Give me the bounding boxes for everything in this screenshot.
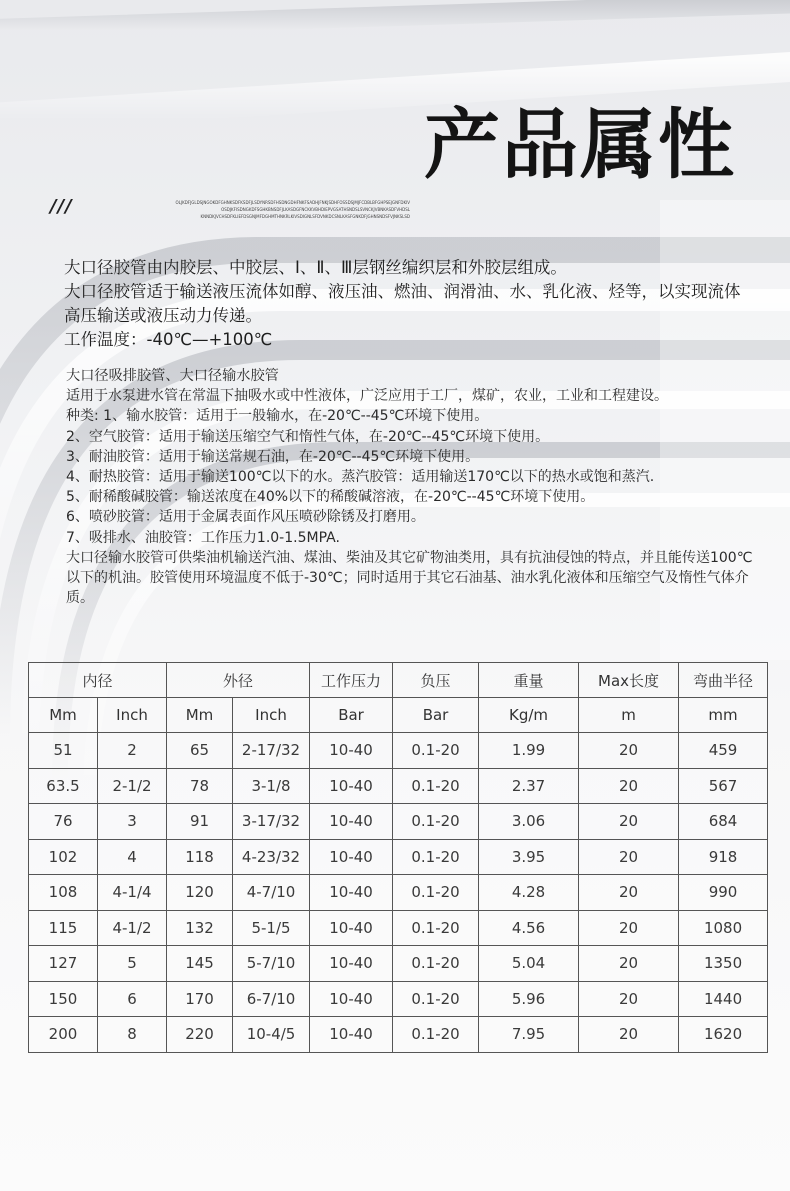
details-subtitle: 大口径吸排胶管、大口径输水胶管 xyxy=(66,368,279,384)
unit-header: Kg/m xyxy=(479,698,579,733)
table-row xyxy=(29,839,768,875)
table-cell: 120 xyxy=(167,875,233,911)
table-cell: 78 xyxy=(167,768,233,804)
table-cell: 150 xyxy=(29,981,98,1017)
table-cell: 145 xyxy=(167,946,233,982)
table-cell: 8 xyxy=(98,1017,167,1053)
header-inner-diameter: 内径 xyxy=(29,663,167,698)
table-cell: 20 xyxy=(579,804,679,840)
table-cell: 20 xyxy=(579,768,679,804)
table-cell: 3.06 xyxy=(479,804,579,840)
table-row xyxy=(29,981,768,1017)
table-cell: 4-23/32 xyxy=(233,839,310,875)
table-cell: 1620 xyxy=(679,1017,768,1053)
table-cell: 91 xyxy=(167,804,233,840)
table-cell: 5.04 xyxy=(479,946,579,982)
table-cell: 5 xyxy=(98,946,167,982)
type-item: 3、耐油胶管：适用于输送常规石油，在-20℃--45℃环境下使用。 xyxy=(66,448,480,465)
table-cell: 20 xyxy=(579,839,679,875)
working-temperature: 工作温度：-40℃—+100℃ xyxy=(64,330,273,349)
table-cell: 0.1-20 xyxy=(393,981,479,1017)
table-cell: 2-1/2 xyxy=(98,768,167,804)
table-cell: 1440 xyxy=(679,981,768,1017)
table-cell: 3.95 xyxy=(479,839,579,875)
unit-header: Bar xyxy=(393,698,479,733)
table-cell: 115 xyxy=(29,910,98,946)
spec-table xyxy=(28,662,768,1053)
table-unit-header-row xyxy=(29,698,768,733)
intro-line: 大口径胶管由内胶层、中胶层、Ⅰ、Ⅱ、Ⅲ层钢丝编织层和外胶层组成。 xyxy=(64,258,567,277)
table-cell: 0.1-20 xyxy=(393,733,479,769)
table-cell: 0.1-20 xyxy=(393,875,479,911)
table-cell: 132 xyxy=(167,910,233,946)
table-cell: 0.1-20 xyxy=(393,768,479,804)
table-cell: 10-40 xyxy=(310,910,393,946)
tiny-line: OLJKDFJGLDSJNGOKDFGHNKSDFKSDFJLSDYNRSDFHSDNGDHFNKFSADHJFNKJSDHFOSSDSJMJFCDBLBFGHPSEJGNFDKIV xyxy=(175,200,410,205)
header-weight: 重量 xyxy=(479,663,579,698)
table-cell: 918 xyxy=(679,839,768,875)
unit-header: m xyxy=(579,698,679,733)
table-cell: 20 xyxy=(579,946,679,982)
table-cell: 0.1-20 xyxy=(393,804,479,840)
unit-header: mm xyxy=(679,698,768,733)
table-cell: 1080 xyxy=(679,910,768,946)
header-working-pressure: 工作压力 xyxy=(310,663,393,698)
table-cell: 0.1-20 xyxy=(393,946,479,982)
table-row xyxy=(29,910,768,946)
usage-text: 适用于水泵进水管在常温下抽吸水或中性液体，广泛应用于工厂，煤矿，农业，工业和工程建设。 xyxy=(66,388,668,405)
table-cell: 7.95 xyxy=(479,1017,579,1053)
table-row xyxy=(29,768,768,804)
table-cell: 0.1-20 xyxy=(393,910,479,946)
table-cell: 10-40 xyxy=(310,1017,393,1053)
table-row xyxy=(29,946,768,982)
table-cell: 5-7/10 xyxy=(233,946,310,982)
table-row xyxy=(29,733,768,769)
details-section xyxy=(66,366,756,608)
type-item: 7、吸排水、油胶管：工作压力1.0-1.5MPA. xyxy=(66,529,340,546)
table-cell: 102 xyxy=(29,839,98,875)
table-cell: 0.1-20 xyxy=(393,839,479,875)
header-vacuum: 负压 xyxy=(393,663,479,698)
unit-header: Bar xyxy=(310,698,393,733)
table-cell: 170 xyxy=(167,981,233,1017)
table-cell: 567 xyxy=(679,768,768,804)
table-cell: 4-1/4 xyxy=(98,875,167,911)
table-cell: 3-17/32 xyxy=(233,804,310,840)
table-cell: 6-7/10 xyxy=(233,981,310,1017)
table-cell: 990 xyxy=(679,875,768,911)
table-cell: 2.37 xyxy=(479,768,579,804)
intro-line: 大口径胶管适于输送液压流体如醇、液压油、燃油、润滑油、水、乳化液、烃等，以实现流体高压输送或液压动力传递。 xyxy=(64,282,741,325)
unit-header: Mm xyxy=(29,698,98,733)
table-cell: 10-4/5 xyxy=(233,1017,310,1053)
tiny-line: OSDJKFISDNGKDFSGHKBNSDFJLKASDGFNCKKVBHDIEPVGSATHSNDSLSVNCKJVBNKASDFVHDSL xyxy=(221,207,410,212)
table-group-header-row xyxy=(29,663,768,698)
type-item: 5、耐稀酸碱胶管：输送浓度在40%以下的稀酸碱溶液，在-20℃--45℃环境下使用。 xyxy=(66,489,595,506)
page-title: 产品属性 xyxy=(424,100,736,189)
table-cell: 3-1/8 xyxy=(233,768,310,804)
table-cell: 10-40 xyxy=(310,733,393,769)
type-item: 6、喷砂胶管：适用于金属表面作风压喷砂除锈及打磨用。 xyxy=(66,509,425,526)
table-cell: 76 xyxy=(29,804,98,840)
table-cell: 2 xyxy=(98,733,167,769)
table-cell: 684 xyxy=(679,804,768,840)
type-item: 种类: 1、输水胶管：适用于一般输水，在-20℃--45℃环境下使用。 xyxy=(66,408,489,425)
header-bend-radius: 弯曲半径 xyxy=(679,663,768,698)
table-cell: 10-40 xyxy=(310,804,393,840)
table-cell: 4 xyxy=(98,839,167,875)
table-cell: 118 xyxy=(167,839,233,875)
table-cell: 63.5 xyxy=(29,768,98,804)
table-cell: 20 xyxy=(579,910,679,946)
table-cell: 10-40 xyxy=(310,981,393,1017)
table-cell: 65 xyxy=(167,733,233,769)
tiny-decorative-text xyxy=(106,199,410,220)
table-cell: 10-40 xyxy=(310,768,393,804)
tiny-line: KNNDKJVCHSDFKLIEFDSGNJMFDGHMTHNKRLKIVSDIGNLSFDVNKDCSNLKASFGNKDFJGHNSNDSFVJNKSLSD xyxy=(200,214,410,219)
table-cell: 20 xyxy=(579,733,679,769)
table-cell: 200 xyxy=(29,1017,98,1053)
unit-header: Inch xyxy=(98,698,167,733)
table-cell: 4.28 xyxy=(479,875,579,911)
table-cell: 1350 xyxy=(679,946,768,982)
table-cell: 20 xyxy=(579,981,679,1017)
slash-decoration: /// xyxy=(50,196,73,217)
table-cell: 10-40 xyxy=(310,875,393,911)
table-cell: 5.96 xyxy=(479,981,579,1017)
table-cell: 127 xyxy=(29,946,98,982)
header-outer-diameter: 外径 xyxy=(167,663,310,698)
table-cell: 5-1/5 xyxy=(233,910,310,946)
type-item: 4、耐热胶管：适用于输送100℃以下的水。蒸汽胶管：适用输送170℃以下的热水或饱和蒸汽. xyxy=(66,469,655,486)
table-row xyxy=(29,1017,768,1053)
unit-header: Inch xyxy=(233,698,310,733)
header-max-length: Max长度 xyxy=(579,663,679,698)
table-cell: 1.99 xyxy=(479,733,579,769)
table-cell: 3 xyxy=(98,804,167,840)
table-cell: 459 xyxy=(679,733,768,769)
table-cell: 4-7/10 xyxy=(233,875,310,911)
table-cell: 6 xyxy=(98,981,167,1017)
closing-text: 大口径输水胶管可供柴油机输送汽油、煤油、柴油及其它矿物油类用，具有抗油侵蚀的特点，并且能传送100℃以下的机油。胶管使用环境温度不低于-30℃；同时适用于其它石油基、油水乳化液体和压缩空气及惰性气体介质。 xyxy=(66,549,753,607)
table-cell: 2-17/32 xyxy=(233,733,310,769)
unit-header: Mm xyxy=(167,698,233,733)
table-cell: 10-40 xyxy=(310,839,393,875)
table-cell: 10-40 xyxy=(310,946,393,982)
table-row xyxy=(29,804,768,840)
table-cell: 108 xyxy=(29,875,98,911)
table-cell: 20 xyxy=(579,875,679,911)
table-cell: 4.56 xyxy=(479,910,579,946)
table-cell: 51 xyxy=(29,733,98,769)
table-cell: 220 xyxy=(167,1017,233,1053)
type-item: 2、空气胶管：适用于输送压缩空气和惰性气体，在-20℃--45℃环境下使用。 xyxy=(66,428,550,445)
table-cell: 4-1/2 xyxy=(98,910,167,946)
intro-paragraph xyxy=(64,256,754,352)
table-cell: 20 xyxy=(579,1017,679,1053)
table-cell: 0.1-20 xyxy=(393,1017,479,1053)
table-row xyxy=(29,875,768,911)
